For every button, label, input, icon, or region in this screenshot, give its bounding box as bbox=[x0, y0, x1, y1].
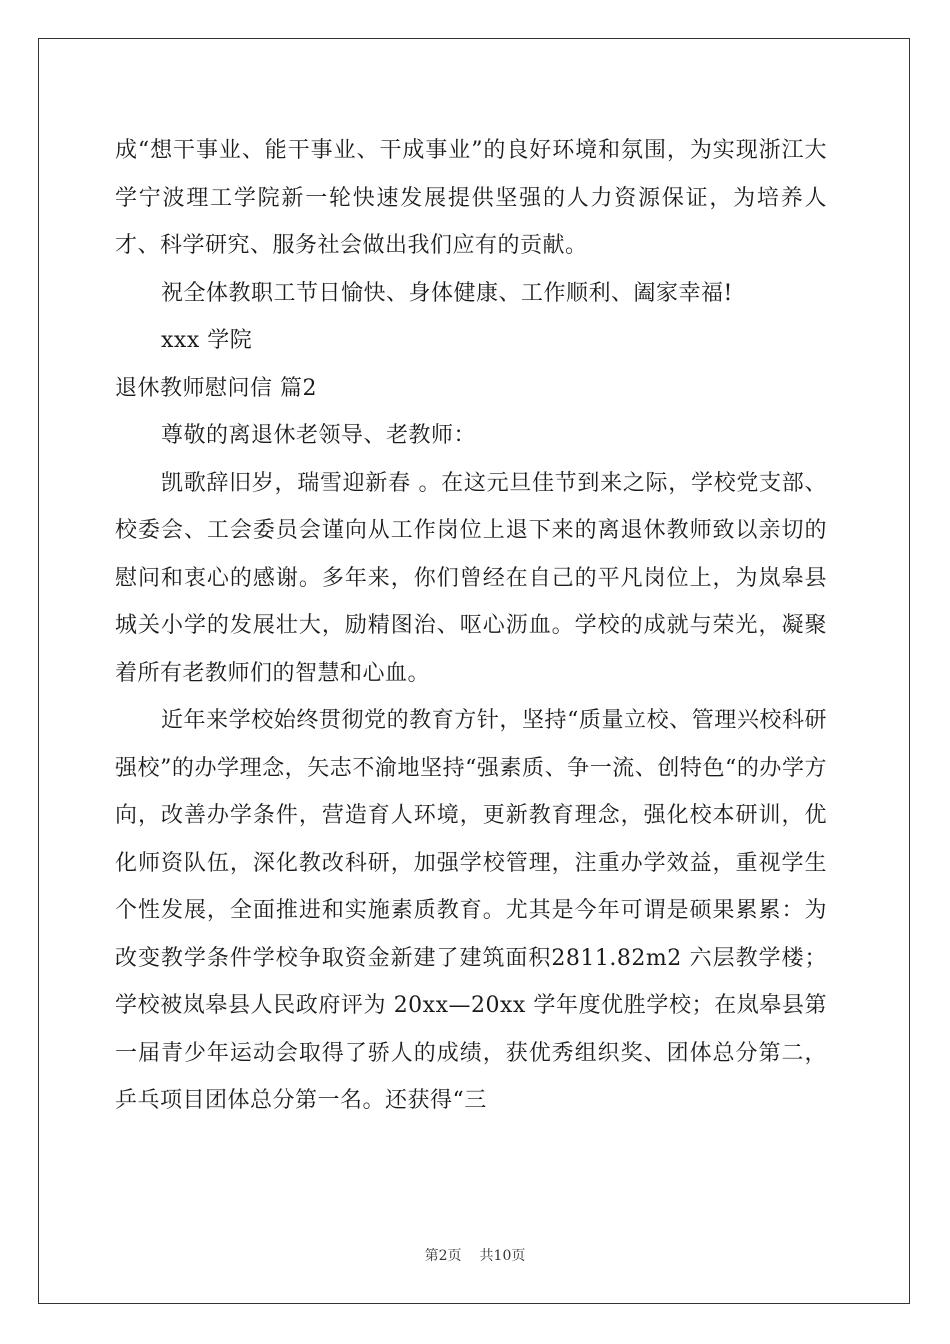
paragraph-body-1: 凯歌辞旧岁，瑞雪迎新春 。在这元旦佳节到来之际，学校党支部、校委会、工会委员会谨向从工作岗位上退下来的离退休教师致以亲切的慰问和衷心的感谢。多年来，你们曾经在自己的平凡岗位上，为岚皋县城关小学的发展壮大，励精图治、呕心沥血。学校的成就与荣光，凝聚着所有老教师们的智慧和心血。 bbox=[115, 470, 827, 686]
section-heading: 退休教师慰问信 篇2 bbox=[115, 375, 317, 401]
page-number: 第2页 bbox=[424, 1248, 462, 1264]
paragraph-body-2: 近年来学校始终贯彻党的教育方针，坚持“质量立校、管理兴校科研强校”的办学理念，矢志不渝地坚持“强素质、争一流、创特色“的办学方向，改善办学条件，营造育人环境，更新教育理念，强化校本研训，优化师资队伍，深化教改科研，加强学校管理，注重办学效益，重视学生个性发展，全面推进和实施素质教育。尤其是今年可谓是硕果累累：为改变教学条件学校争取资金新建了建筑面积2811.82m2 六层教学楼；学校被岚皋县人民政府评为 20xx—20xx 学年度优胜学校；在岚皋县第一届青少年运动会取得了骄人的成绩，获优秀组织奖、团体总分第二，乒乓项目团体总分第一名。还获得“三 bbox=[115, 708, 827, 1113]
paragraph-blessing: 祝全体教职工节日愉快、身体健康、工作顺利、阖家幸福! bbox=[161, 280, 733, 306]
document-body bbox=[115, 127, 827, 1125]
page-total: 共10页 bbox=[479, 1248, 526, 1264]
page-footer bbox=[0, 1245, 950, 1265]
paragraph-salutation: 尊敬的离退休老领导、老教师： bbox=[161, 423, 477, 448]
paragraph-signature: xxx 学院 bbox=[161, 328, 253, 353]
paragraph-continuation: 成“想干事业、能干事业、干成事业”的良好环境和氛围，为实现浙江大学宁波理工学院新一轮快速发展提供坚强的人力资源保证，为培养人才、科学研究、服务社会做出我们应有的贡献。 bbox=[115, 138, 827, 258]
